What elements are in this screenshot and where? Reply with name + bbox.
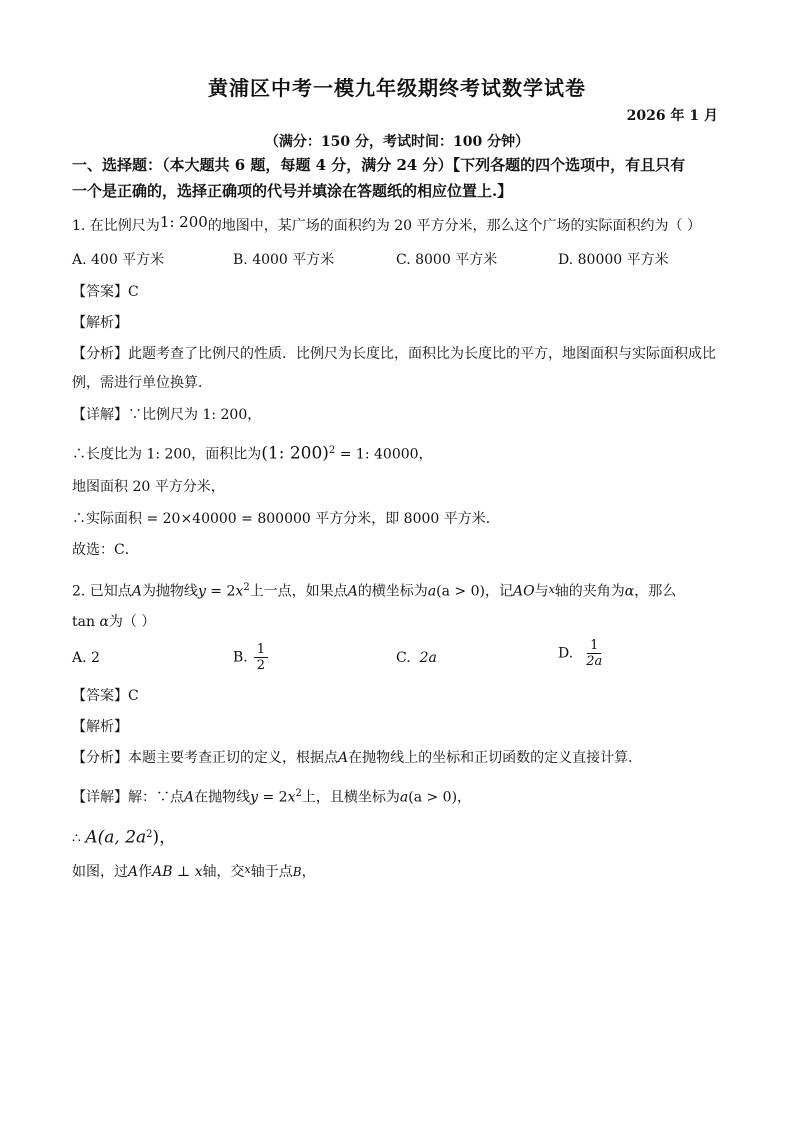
q2-text: 【分析】本题主要考查正切的定义，根据点: [72, 750, 338, 766]
q2-point-a: A: [347, 583, 358, 600]
q2-x-axis: x: [244, 863, 251, 876]
q2-text: 作: [138, 864, 153, 880]
q2-eq-square: 2: [295, 788, 302, 799]
q2-x-axis: x: [194, 864, 203, 880]
q2-analysis-label: 【解析】: [72, 719, 128, 735]
q2-text: ，: [457, 789, 472, 806]
q1-analysis-label: 【解析】: [72, 315, 128, 331]
q2-text: 为（ ）: [108, 614, 156, 630]
fraction-numerator: 1: [587, 638, 601, 654]
q2-text: 如图，过: [72, 864, 128, 880]
q2-option-c: [396, 650, 437, 666]
q2-option-b-fraction: [254, 642, 268, 673]
q1-answer: 【答案】C: [72, 284, 139, 300]
q2-eq-y: y: [197, 583, 206, 600]
q2-point-end: )，: [152, 827, 177, 848]
q1-detail-line-3: 地图面积 20 平方分米，: [72, 479, 225, 495]
q1-suffix: 的地图中，某广场的面积约为 20 平方分米，那么这个广场的实际面积约为（ ）: [207, 218, 701, 234]
q2-text: 上，且横坐标为: [301, 789, 400, 806]
fraction-denominator: 2: [256, 658, 266, 673]
q2-a-condition: (a > 0): [436, 583, 485, 600]
q2-text: ，记: [484, 583, 513, 600]
q2-alpha: α: [99, 614, 109, 630]
q2-text: 轴于点: [250, 864, 293, 880]
q2-option-c-value: 2a: [419, 650, 437, 666]
q1-detail-line-4: ∴实际面积 = 20×40000 = 800000 平方分米，即 8000 平方米．: [72, 511, 500, 527]
q2-text: 上一点，如果点: [249, 583, 348, 600]
q2-alpha: α: [624, 583, 635, 600]
q2-eq-x: x: [287, 789, 296, 806]
q1-option-d: D. 80000 平方米: [558, 252, 669, 268]
q2-text: 轴的夹角为: [554, 583, 625, 600]
section-heading-line-1: 一、选择题：（本大题共 6 题，每题 4 分，满分 24 分）【下列各题的四个选项中，有且只有: [72, 156, 686, 174]
q1-detail-2b: (1: 200): [261, 443, 329, 464]
q1-detail-2c: 2: [328, 445, 336, 456]
q2-option-d: [558, 638, 605, 669]
question-1-stem: [72, 215, 701, 236]
q2-text: 与: [534, 583, 549, 600]
q2-eq-square: 2: [243, 582, 250, 593]
q2-option-b: [233, 642, 268, 673]
question-2-stem-line-1: [72, 578, 676, 603]
q1-option-b: B. 4000 平方米: [233, 252, 335, 268]
q1-fenxi-line-2: 例，需进行单位换算．: [72, 375, 212, 391]
q2-option-d-fraction: [583, 638, 605, 669]
q2-ab: AB: [152, 864, 173, 880]
q1-option-c: C. 8000 平方米: [396, 252, 498, 268]
q2-answer: 【答案】C: [72, 688, 139, 704]
q2-eq-y: y: [250, 789, 259, 806]
fraction-denominator: 2a: [586, 654, 603, 669]
q1-detail-line-2: [72, 441, 433, 465]
q1-detail-2a: ∴长度比为 1: 200，面积比为: [72, 446, 262, 463]
q2-perp: ⊥: [172, 864, 195, 880]
q2-text: 在抛物线上的坐标和正切函数的定义直接计算．: [348, 750, 643, 766]
q2-detail-line-2: [72, 825, 176, 849]
q2-eq-x: x: [235, 583, 244, 600]
q2-point-a: A: [184, 789, 195, 806]
q2-x-axis: x: [548, 582, 555, 596]
exam-date: 2026 年 1 月: [626, 108, 718, 124]
section-heading-line-2: 一个是正确的，选择正确项的代号并填涂在答题纸的相应位置上.】: [72, 182, 513, 200]
q2-a-condition: (a > 0): [408, 789, 458, 806]
q2-text: 为抛物线: [141, 583, 198, 600]
q2-option-c-label: C.: [396, 650, 411, 666]
q2-therefore: ∴: [72, 830, 86, 847]
fraction-numerator: 1: [254, 642, 268, 658]
q2-option-a: A. 2: [72, 650, 100, 666]
q2-eq-mid: = 2: [205, 583, 236, 600]
q2-text: 2. 已知点: [72, 583, 132, 600]
q2-option-d-label: D.: [558, 645, 574, 662]
q2-option-b-label: B.: [233, 649, 248, 666]
q2-tan: tan: [72, 614, 100, 630]
q1-conclusion: 故选：C．: [72, 542, 139, 558]
q2-text: 轴，交: [202, 864, 245, 880]
q2-eq-mid: = 2: [258, 789, 288, 806]
q2-point-a: A: [131, 583, 142, 600]
q2-text: 的横坐标为: [357, 583, 428, 600]
q2-a: a: [399, 789, 409, 806]
q1-detail-line-1: 【详解】∵比例尺为 1: 200，: [72, 407, 262, 423]
q2-detail-line-3: [72, 862, 316, 883]
q2-text: ，那么: [634, 583, 677, 600]
q1-fenxi-line-1: 【分析】此题考查了比例尺的性质．比例尺为长度比，面积比为长度比的平方，地图面积与实际面积成比: [72, 346, 716, 362]
q2-point-b: B: [292, 865, 302, 879]
q2-a: a: [427, 583, 437, 600]
q2-point-a: A: [128, 864, 139, 880]
q2-eq-square: 2: [146, 829, 153, 840]
q2-detail-line-1: [72, 784, 471, 808]
question-2-stem-line-2: [72, 612, 155, 632]
q1-prefix: 1. 在比例尺为: [72, 218, 160, 234]
q2-point-a: A: [338, 750, 349, 766]
q2-text: 【详解】解：∵点: [72, 789, 184, 806]
q2-fenxi: [72, 748, 642, 768]
q2-point-coords: A(a, 2a: [85, 827, 147, 848]
q2-text: ，: [301, 864, 316, 880]
page-title: 黄浦区中考一模九年级期终考试数学试卷: [208, 76, 586, 100]
q1-detail-2d: = 1: 40000，: [335, 446, 433, 463]
q2-ao: AO: [512, 583, 535, 600]
q2-text: 在抛物线: [194, 789, 251, 806]
q1-scale: 1: 200: [159, 213, 208, 231]
q1-option-a: A. 400 平方米: [72, 252, 165, 268]
exam-subtitle: （满分：150 分，考试时间：100 分钟）: [264, 134, 530, 150]
